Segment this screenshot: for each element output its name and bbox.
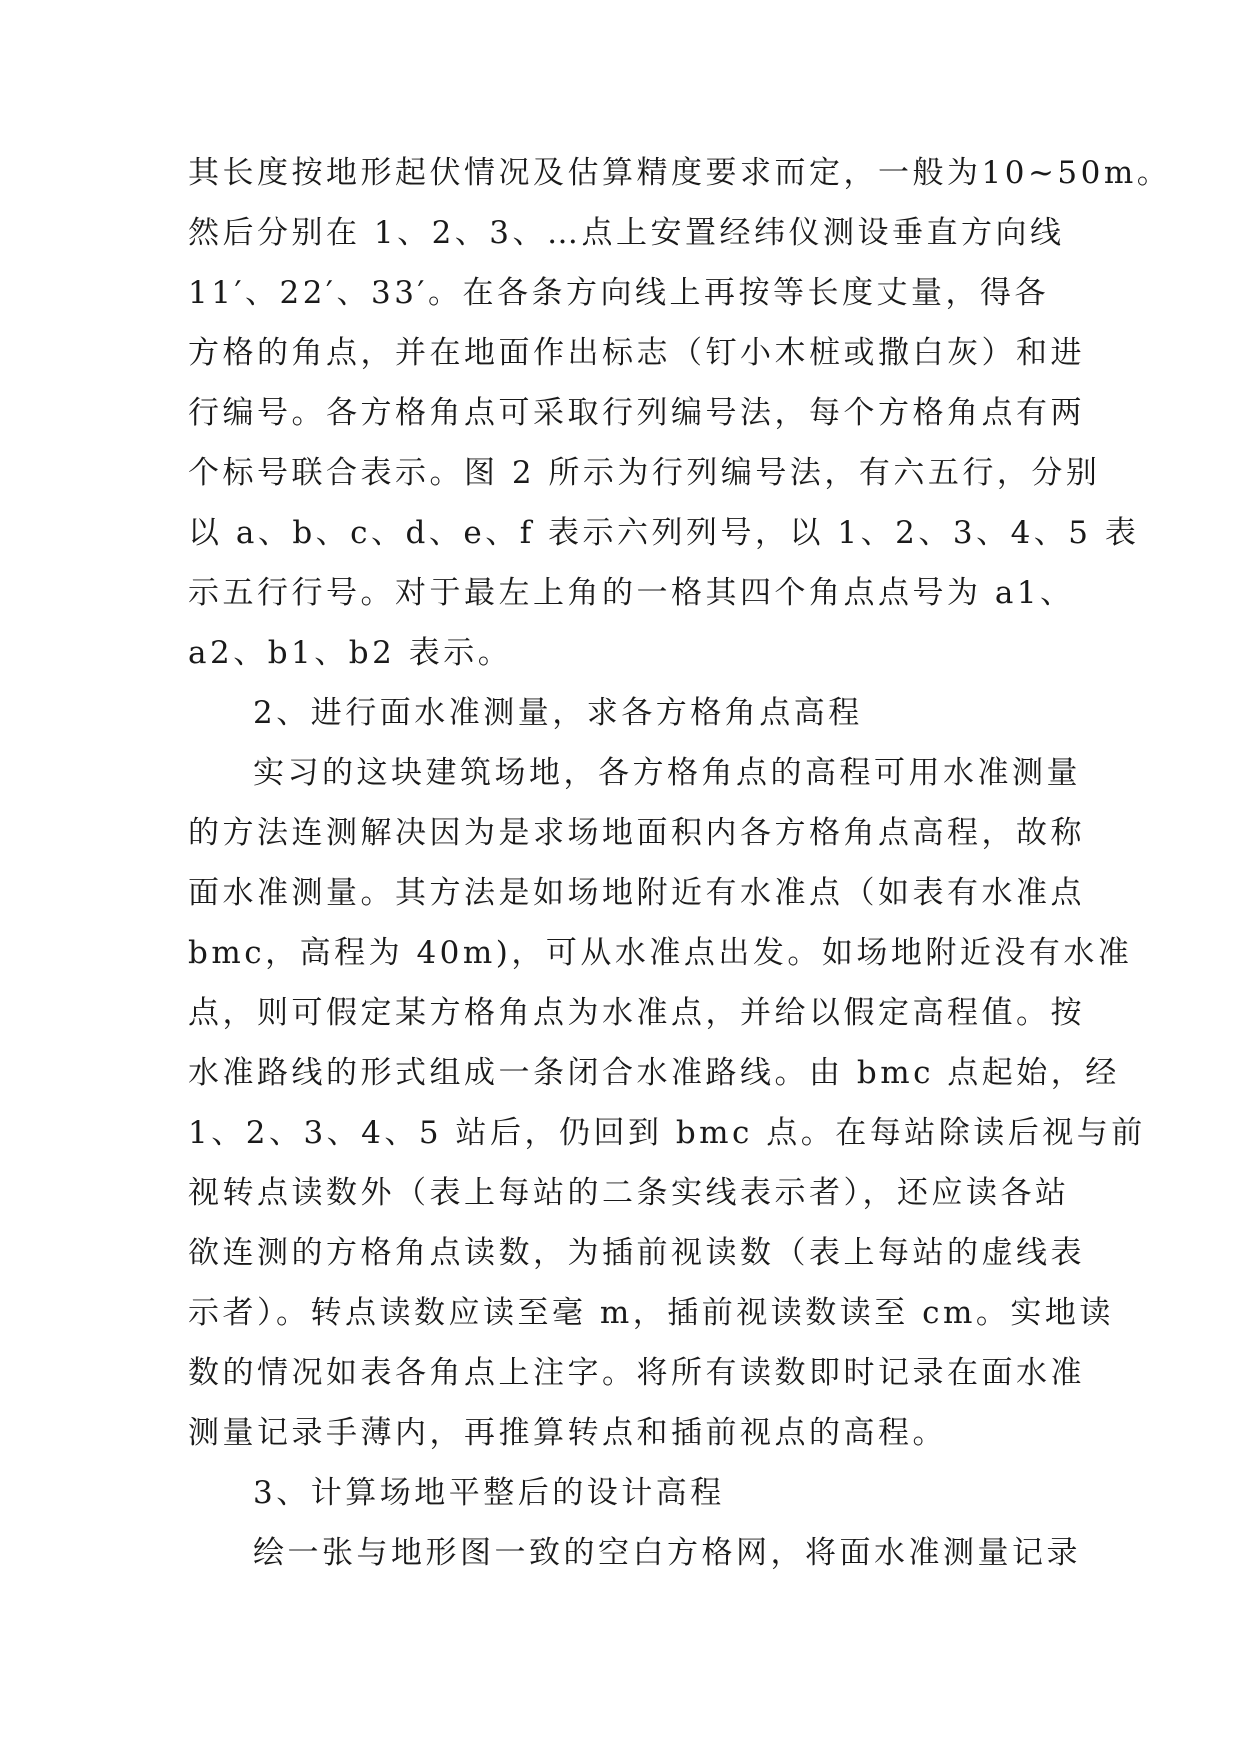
text-line: 行编号。各方格角点可采取行列编号法，每个方格角点有两 xyxy=(188,395,1085,431)
text-line: 欲连测的方格角点读数，为插前视读数（表上每站的虚线表 xyxy=(188,1235,1085,1271)
text-line: 面水准测量。其方法是如场地附近有水准点（如表有水准点 xyxy=(188,875,1085,911)
text-line: 示者）。转点读数应读至毫 m，插前视读数读至 cm。实地读 xyxy=(188,1295,1114,1331)
text-line: 水准路线的形式组成一条闭合水准路线。由 bmc 点起始，经 xyxy=(188,1055,1120,1091)
text-line: bmc，高程为 40m)，可从水准点出发。如场地附近没有水准 xyxy=(188,935,1133,971)
text-line: 其长度按地形起伏情况及估算精度要求而定，一般为10~50m。 xyxy=(188,155,1172,191)
text-line: 1、2、3、4、5 站后，仍回到 bmc 点。在每站除读后视与前 xyxy=(188,1115,1146,1151)
text-line: 的方法连测解决因为是求场地面积内各方格角点高程，故称 xyxy=(188,815,1085,851)
text-line: 以 a、b、c、d、e、f 表示六列列号，以 1、2、3、4、5 表 xyxy=(188,515,1140,551)
text-line: 点，则可假定某方格角点为水准点，并给以假定高程值。按 xyxy=(188,995,1085,1031)
text-line: 视转点读数外（表上每站的二条实线表示者），还应读各站 xyxy=(188,1175,1070,1211)
text-line: 然后分别在 1、2、3、…点上安置经纬仪测设垂直方向线 xyxy=(188,215,1065,251)
section-heading: 2、进行面水准测量，求各方格角点高程 xyxy=(253,695,863,731)
section-heading: 3、计算场地平整后的设计高程 xyxy=(253,1475,725,1511)
text-line: 11′、22′、33′。在各条方向线上再按等长度丈量，得各 xyxy=(188,275,1049,311)
text-line: 示五行行号。对于最左上角的一格其四个角点点号为 a1、 xyxy=(188,575,1075,611)
text-line: 方格的角点，并在地面作出标志（钉小木桩或撒白灰）和进 xyxy=(188,335,1085,371)
text-line: 绘一张与地形图一致的空白方格网，将面水准测量记录 xyxy=(253,1535,1081,1571)
text-line: 测量记录手薄内，再推算转点和插前视点的高程。 xyxy=(188,1415,947,1451)
text-line: 实习的这块建筑场地，各方格角点的高程可用水准测量 xyxy=(253,755,1081,791)
text-line: 个标号联合表示。图 2 所示为行列编号法，有六五行，分别 xyxy=(188,455,1101,491)
text-line: a2、b1、b2 表示。 xyxy=(188,635,513,671)
text-line: 数的情况如表各角点上注字。将所有读数即时记录在面水准 xyxy=(188,1355,1085,1391)
